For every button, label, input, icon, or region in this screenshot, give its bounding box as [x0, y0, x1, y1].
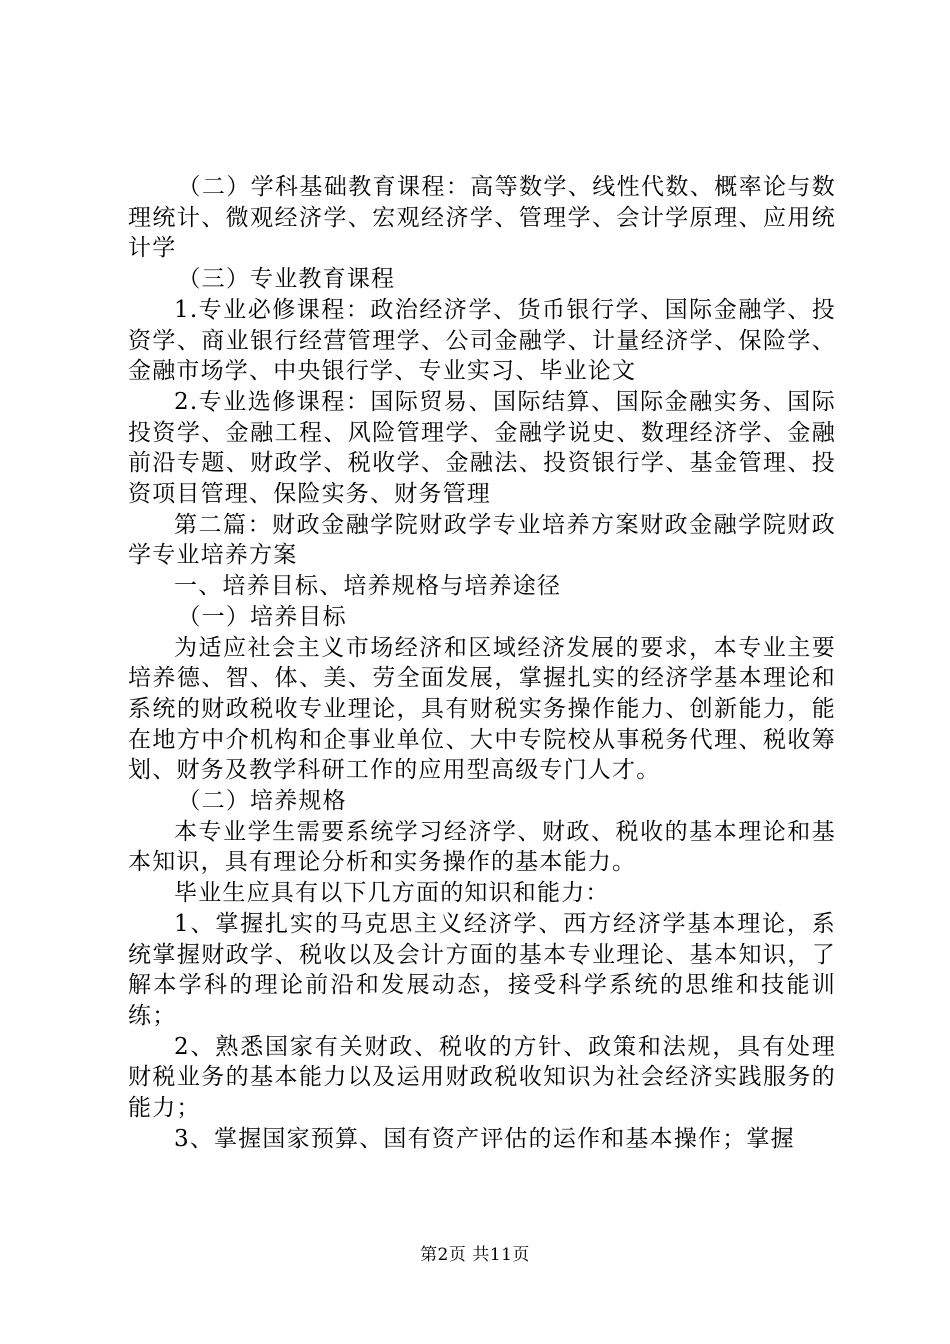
heading-training-goals: （一）培养目标: [177, 603, 347, 630]
list-item-ability-1: 1、掌握扎实的马克思主义经济学、西方经济学基本理论，系统掌握财政学、税收以及会计方面的基本专业理论、基本知识，了解本学科的理论前沿和发展动态，接受科学系统的思维和技能训练；: [128, 910, 836, 1029]
paragraph-training-goals: 为适应社会主义市场经济和区域经济发展的要求，本专业主要培养德、智、体、美、劳全面发展，掌握扎实的经济学基本理论和系统的财政税收专业理论，具有财税实务操作能力、创新能力，能在地方中介机构和企事业单位、大中专院校从事税务代理、税收筹划、财务及教学科研工作的应用型高级专门人才。: [128, 634, 836, 784]
heading-goals-specs-paths: 一、培养目标、培养规格与培养途径: [174, 573, 562, 600]
paragraph-subject-foundation-courses: （二）学科基础教育课程：高等数学、线性代数、概率论与数理统计、微观经济学、宏观经济学、管理学、会计学原理、应用统计学: [128, 174, 836, 262]
paragraph-graduate-abilities-intro: 毕业生应具有以下几方面的知识和能力：: [174, 880, 610, 907]
heading-professional-courses: （三）专业教育课程: [177, 266, 396, 293]
heading-training-specs: （二）培养规格: [177, 788, 347, 815]
paragraph-required-courses: 1.专业必修课程：政治经济学、货币银行学、国际金融学、投资学、商业银行经营管理学、公司金融学、计量经济学、保险学、金融市场学、中央银行学、专业实习、毕业论文: [128, 296, 836, 385]
page-number-footer: 第2页 共11页: [420, 1245, 530, 1265]
paragraph-training-specs: 本专业学生需要系统学习经济学、财政、税收的基本理论和基本知识，具有理论分析和实务操作的基本能力。: [128, 818, 836, 876]
paragraph-elective-courses: 2.专业选修课程：国际贸易、国际结算、国际金融实务、国际投资学、金融工程、风险管理学、金融学说史、数理经济学、金融前沿专题、财政学、税收学、金融法、投资银行学、基金管理、投资项目管理、保险实务、财务管理: [128, 388, 836, 508]
list-item-ability-3: 3、掌握国家预算、国有资产评估的运作和基本操作；掌握: [174, 1125, 795, 1152]
list-item-ability-2: 2、熟悉国家有关财政、税收的方针、政策和法规，具有处理财税业务的基本能力以及运用财政税收知识为社会经济实践服务的能力；: [128, 1033, 836, 1122]
document-body: [128, 172, 836, 1155]
section-title-part-two: 第二篇：财政金融学院财政学专业培养方案财政金融学院财政学专业培养方案: [128, 511, 836, 569]
